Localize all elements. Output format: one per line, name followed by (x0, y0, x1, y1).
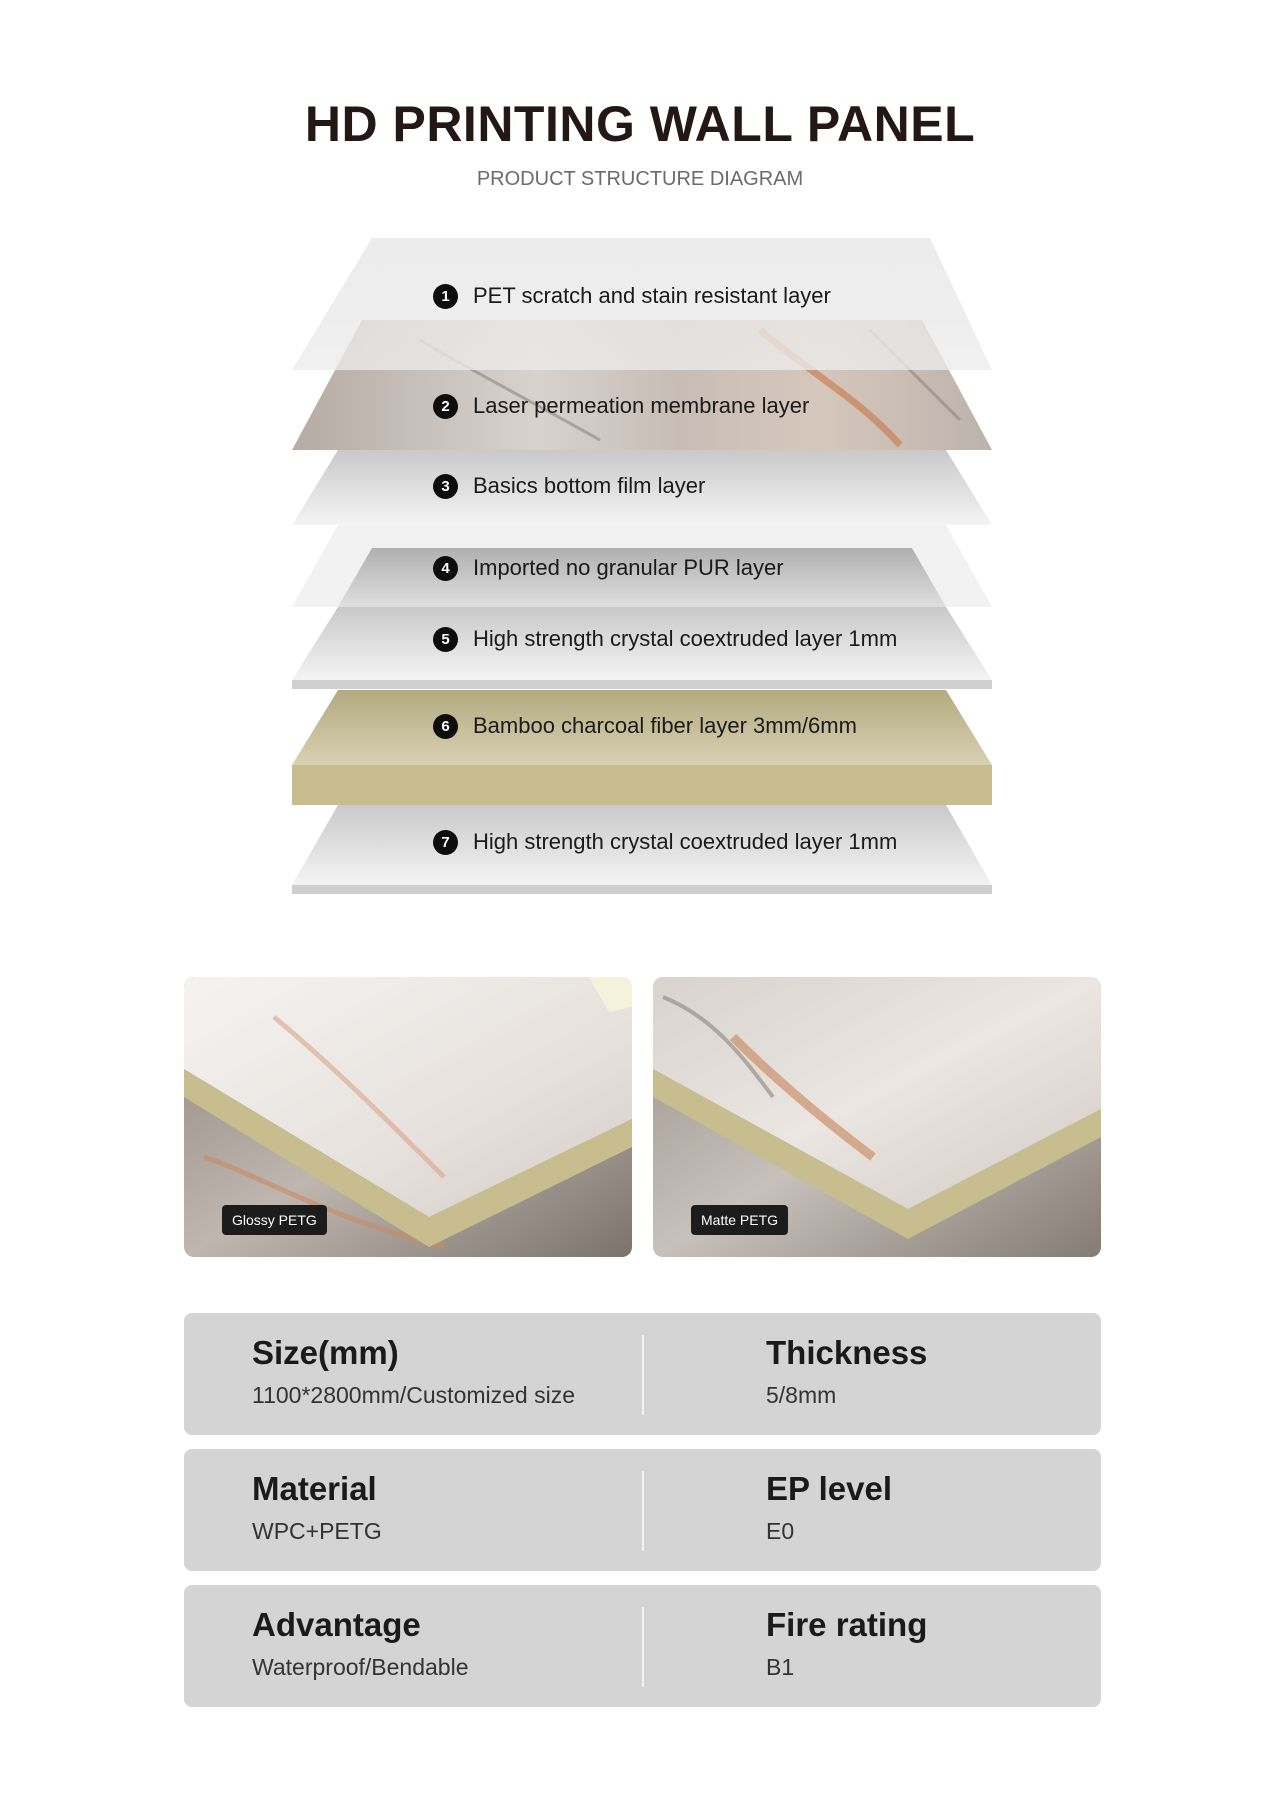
layer-number-2: 2 (433, 394, 458, 419)
matte-petg-label: Matte PETG (691, 1205, 788, 1235)
layer-text-4: Imported no granular PUR layer (473, 555, 784, 580)
spec-label-ep-level: EP level (766, 1470, 892, 1507)
layer-number-4: 4 (433, 556, 458, 581)
spec-value-thickness: 5/8mm (766, 1382, 837, 1408)
layer-label-3 (433, 473, 705, 499)
spec-divider (642, 1335, 644, 1415)
spec-row-size (184, 1313, 1101, 1435)
spec-label-size: Size(mm) (252, 1334, 399, 1371)
glossy-petg-label: Glossy PETG (222, 1205, 327, 1235)
layer-number-7: 7 (433, 830, 458, 855)
page-subtitle: PRODUCT STRUCTURE DIAGRAM (476, 168, 804, 190)
layer-6-edge (292, 765, 992, 805)
layer-label-7 (433, 829, 897, 855)
spec-value-advantage: Waterproof/Bendable (252, 1654, 469, 1680)
spec-cell-advantage (252, 1605, 469, 1681)
spec-cell-material (252, 1469, 382, 1545)
spec-value-fire-rating: B1 (766, 1654, 795, 1680)
spec-row-advantage (184, 1585, 1101, 1707)
spec-cell-fire-rating (766, 1605, 927, 1681)
layer-number-1: 1 (433, 284, 458, 309)
layer-text-2: Laser permeation membrane layer (473, 393, 810, 418)
layer-label-4 (433, 555, 784, 581)
spec-cell-size (252, 1333, 575, 1409)
spec-value-size: 1100*2800mm/Customized size (252, 1382, 576, 1408)
glossy-petg-photo (184, 977, 632, 1257)
spec-label-thickness: Thickness (766, 1334, 928, 1371)
layer-text-6: Bamboo charcoal fiber layer 3mm/6mm (473, 713, 857, 738)
spec-label-advantage: Advantage (252, 1606, 421, 1643)
spec-label-material: Material (252, 1470, 377, 1507)
spec-value-ep-level: E0 (766, 1518, 795, 1544)
layer-number-5: 5 (433, 627, 458, 652)
layer-label-1 (433, 283, 831, 309)
layer-label-6 (433, 713, 857, 739)
spec-divider (642, 1607, 644, 1687)
layer-number-6: 6 (433, 714, 458, 739)
layer-label-2 (433, 393, 809, 419)
spec-divider (642, 1471, 644, 1551)
layer-text-1: PET scratch and stain resistant layer (473, 283, 831, 308)
matte-petg-photo (653, 977, 1101, 1257)
layer-label-5 (433, 626, 897, 652)
spec-cell-thickness (766, 1333, 927, 1409)
page-title: HD PRINTING WALL PANEL (304, 96, 976, 152)
spec-label-fire-rating: Fire rating (766, 1606, 928, 1643)
spec-row-material (184, 1449, 1101, 1571)
layer-text-7: High strength crystal coextruded layer 1mm (473, 829, 898, 854)
layer-5-edge (292, 680, 992, 689)
spec-value-material: WPC+PETG (252, 1518, 382, 1544)
layer-text-3: Basics bottom film layer (473, 473, 706, 498)
layer-text-5: High strength crystal coextruded layer 1mm (473, 626, 898, 651)
layer-7-edge (292, 885, 992, 894)
spec-cell-ep-level (766, 1469, 892, 1545)
layer-number-3: 3 (433, 474, 458, 499)
